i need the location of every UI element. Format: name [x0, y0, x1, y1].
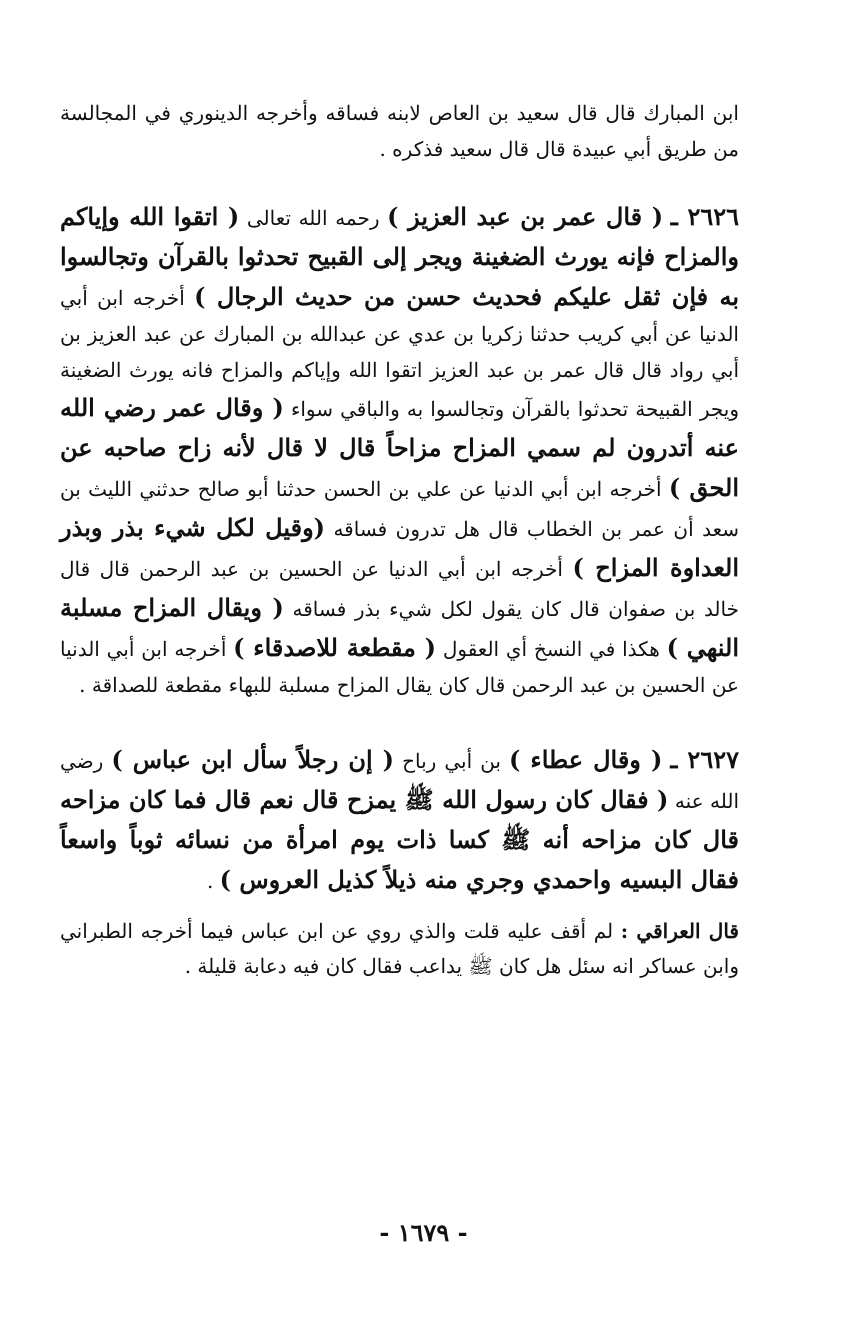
iraqi-note [60, 914, 739, 985]
iraqi-lead: قال العراقي : [620, 918, 739, 943]
matn-quote: ( قال عمر بن عبد العزيز ) [387, 202, 664, 231]
commentary-text: رحمه الله تعالى [239, 206, 388, 230]
matn-quote: (وقيل لكل شيء بذر وبذر العداوة المزاح ) [60, 513, 740, 582]
matn-quote: ( وقال عمر رضي الله عنه أتدرون لم سمي المزاح مزاحاً قال لا قال لأنه زاح صاحبه عن الحق ) [60, 393, 739, 502]
commentary-text: أخرجه ابن أبي الدنيا عن الحسين بن عبد الرحمن قال قال خالد بن صفوان قال كان يقول لكل شيء بذر فساقه [60, 557, 739, 621]
commentary-text: . [206, 868, 220, 893]
commentary-text: أخرجه ابن أبي الدنيا عن الحسين بن عبد الرحمن قال كان يقال المزاح مسلبة للبهاء مقطعة للصداقة . [60, 637, 739, 697]
entry-number-2627: ٢٦٢٧ ـ [670, 744, 739, 774]
page-number: - ١٦٧٩ - [379, 1218, 468, 1247]
intro-text: ابن المبارك قال قال سعيد بن العاص لابنه فساقه وأخرجه الدينوري في المجالسة من طريق أبي عبيدة قال قال سعيد فذكره . [60, 101, 739, 161]
commentary-text: أخرجه ابن أبي الدنيا عن علي بن الحسن حدثنا أبو صالح حدثني الليث بن سعد أن عمر بن الخطاب قال هل تدرون فساقه [60, 477, 739, 541]
matn-quote: ( اتقوا الله وإياكم والمزاح فإنه يورث الضغينة ويجر إلى القبيح تحدثوا بالقرآن وتجالسوا به فإن ثقل عليكم فحديث حسن من حديث الرجال ) [60, 202, 739, 311]
entry-2626 [60, 197, 739, 704]
commentary-text: هكذا في النسخ أي العقول [436, 637, 667, 661]
matn-quote: ( مقطعة للاصدقاء ) [233, 633, 437, 662]
commentary-text: رضي الله عنه [60, 748, 740, 813]
matn-quote: ( إن رجلاً سأل ابن عباس ) [111, 744, 395, 774]
entry-2627 [60, 740, 739, 900]
intro-paragraph [60, 96, 739, 167]
entry-number-2626: ٢٦٢٦ ـ [670, 202, 740, 231]
commentary-text: بن أبي رباح [394, 748, 510, 773]
matn-quote: ( وقال عطاء ) [509, 744, 663, 774]
matn-quote: ( ويقال المزاح مسلبة النهي ) [60, 593, 739, 662]
matn-quote: ( فقال كان رسول الله ﷺ يمزح قال نعم قال فما كان مزاحه قال كان مزاحه أنه ﷺ كسا ذات يوم امرأة من نسائه ثوباً واسعاً فقال البسيه واحمدي وجري منه ذيلاً كذيل العروس ) [60, 784, 739, 894]
commentary-text: أخرجه ابن أبي الدنيا عن أبي كريب حدثنا زكريا بن عدي عن عبدالله بن المبارك عن عبد العزيز بن أبي رواد قال قال عمر بن عبد العزيز اتقوا الله وإياكم والمزاح فانه يورث الضغينة ويجر القبيحة تحدثوا بالقرآن وتجالسوا به والباقي سواء [60, 286, 740, 421]
iraqi-text: لم أقف عليه قلت والذي روي عن ابن عباس فيما أخرجه الطبراني وابن عساكر انه سئل هل كان ﷺ يداعب فقال كان فيه دعابة قليلة . [60, 918, 739, 978]
